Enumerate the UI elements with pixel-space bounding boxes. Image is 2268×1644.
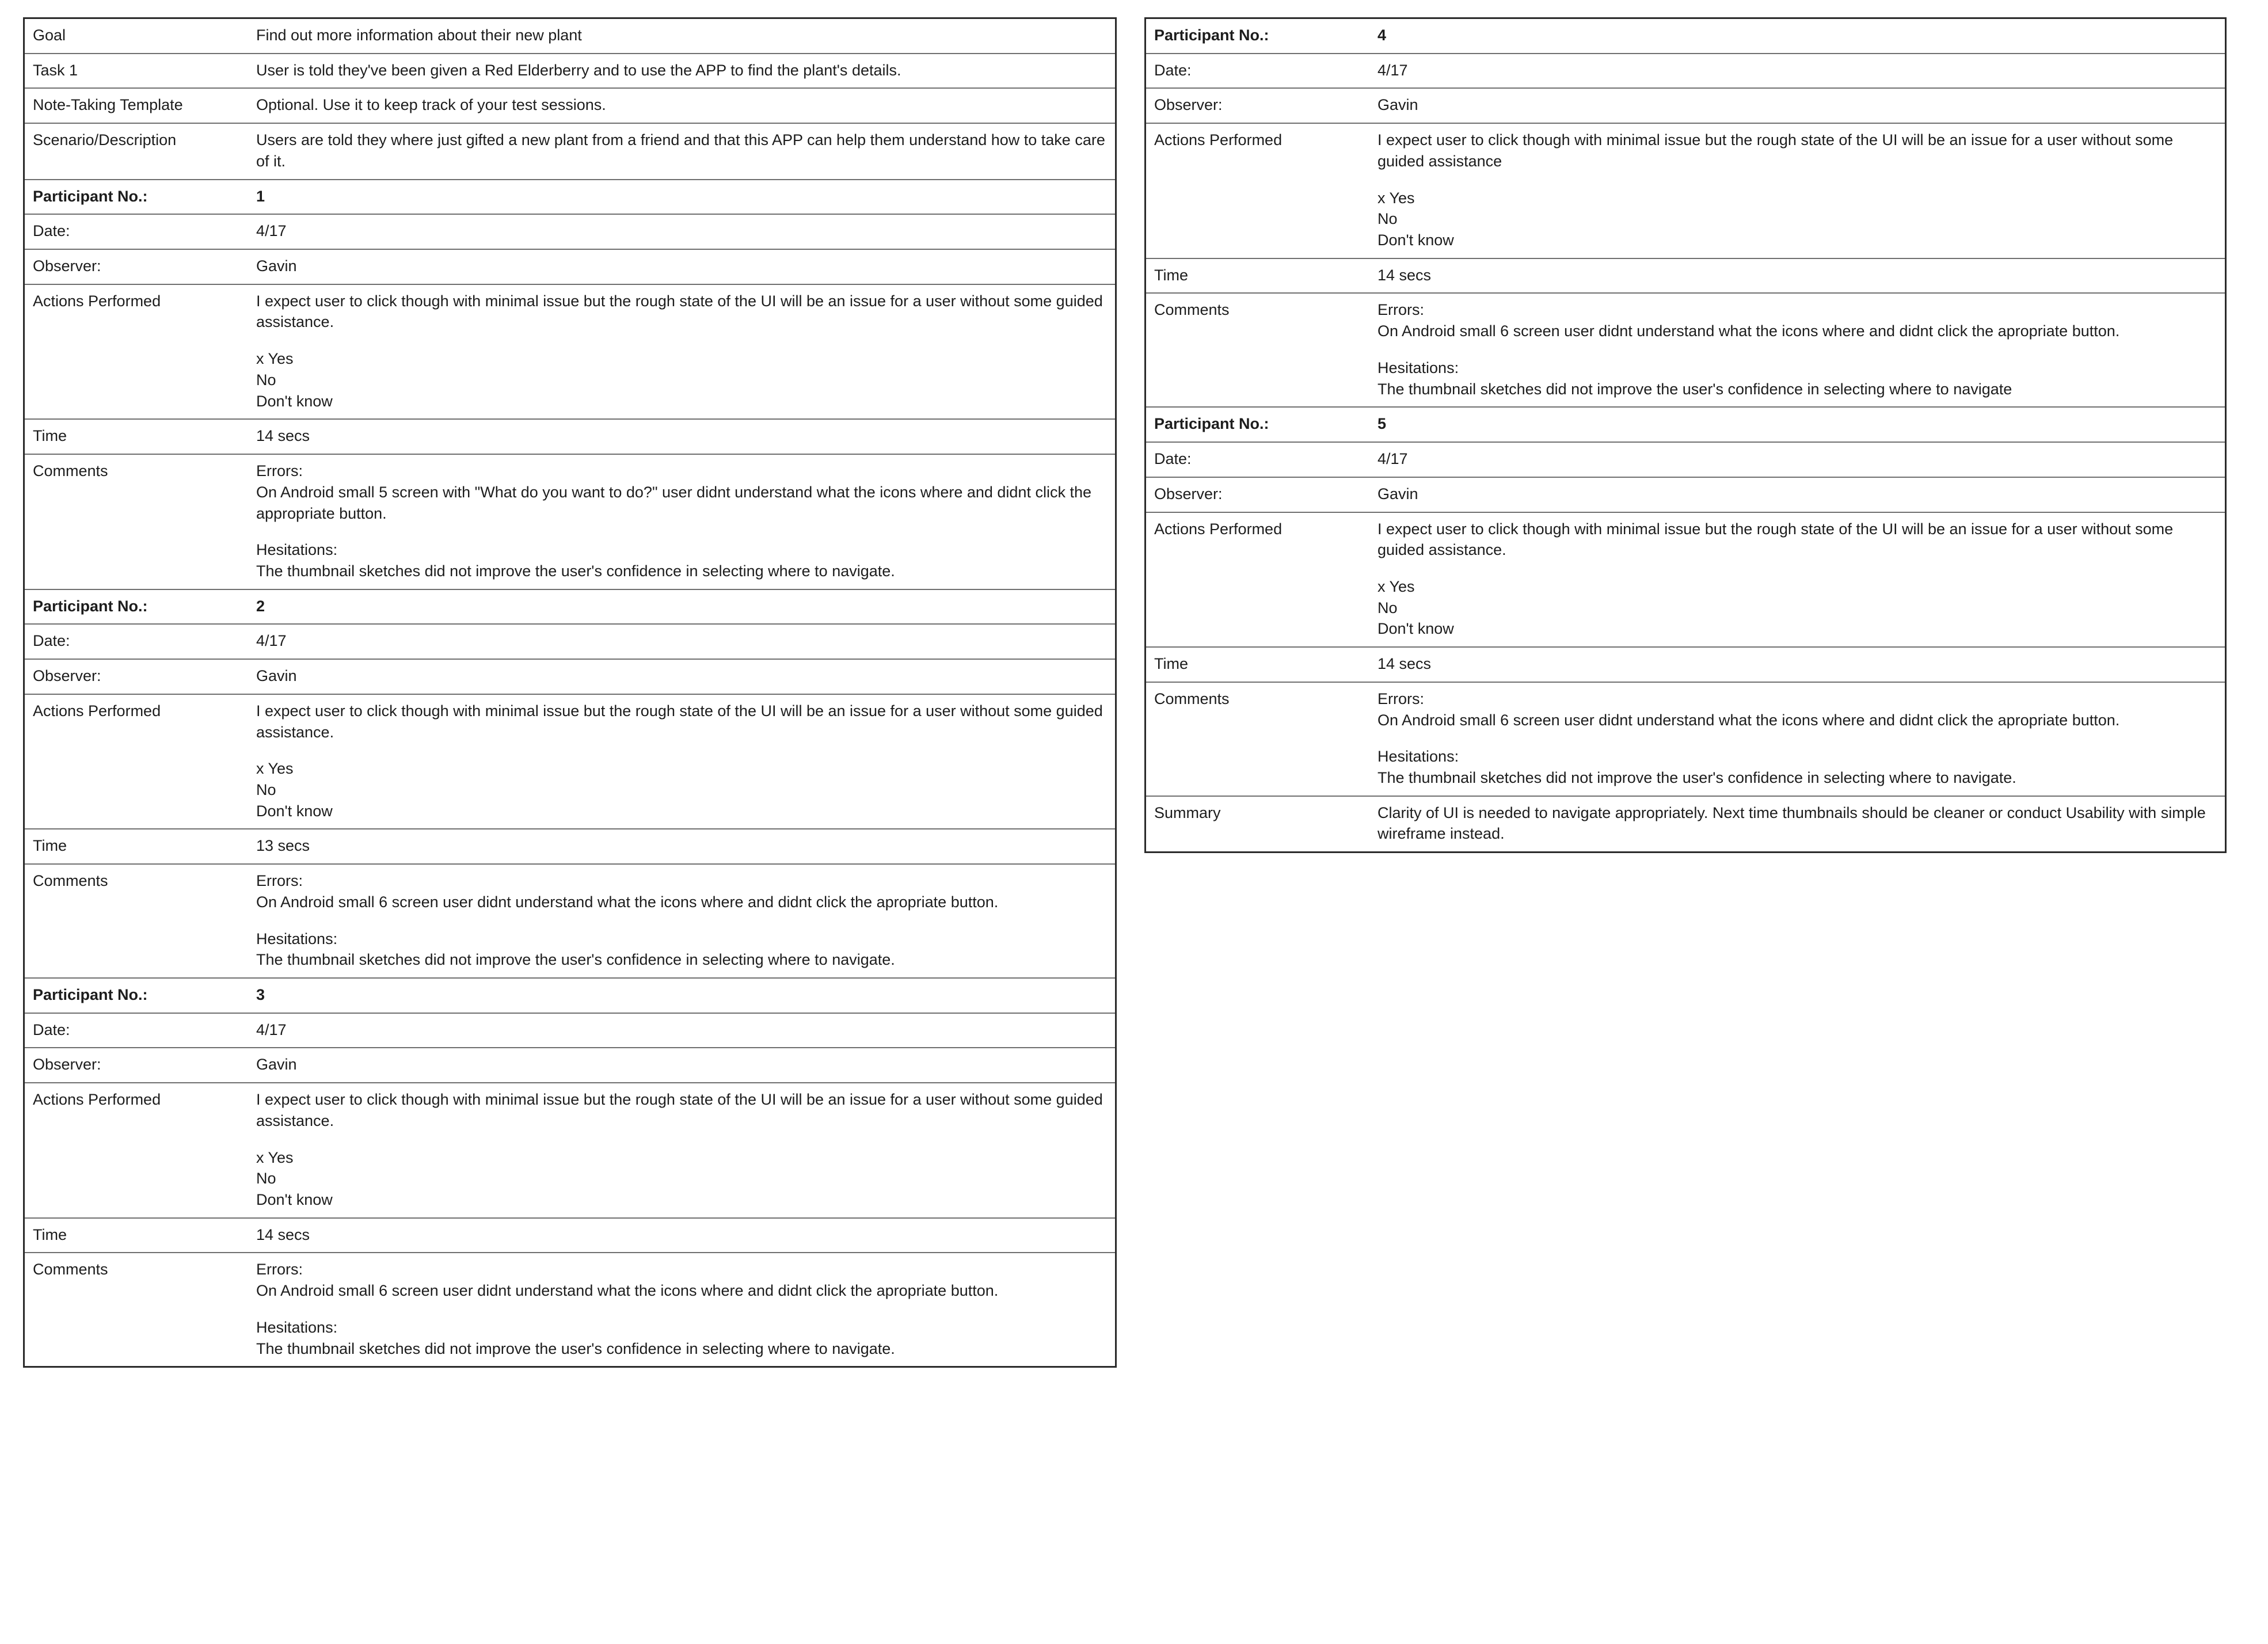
observer-value: Gavin [248,659,1116,694]
comments-label: Comments [24,1253,249,1367]
expectation-text: I expect user to click though with minimal issue but the rough state of the UI will be an issue for a user without some guided assistance. [1377,520,2174,559]
hesitations-label: Hesitations: [1377,748,1459,766]
blank-line [256,743,1107,758]
hesitations-label: Hesitations: [1377,359,1459,376]
option-no: No [256,1170,276,1188]
table-row-date [1146,442,2226,477]
summary-label: Summary [1146,796,1370,853]
date-label: Date: [24,214,249,249]
table-row-comments [24,454,1116,589]
table-row-observer [24,1048,1116,1083]
time-label: Time [24,419,249,454]
participant-label: Participant No.: [24,978,249,1013]
observer-label: Observer: [24,249,249,284]
option-no: No [1377,599,1398,616]
blank-line [1377,172,2217,188]
table-row-participant-no [24,978,1116,1013]
table-row-time [1146,647,2226,682]
date-label: Date: [24,1013,249,1048]
table-row-goal [24,18,1116,54]
table-row-actions-performed [1146,512,2226,648]
time-value: 13 secs [248,829,1116,864]
date-value: 4/17 [1369,54,2226,89]
time-value: 14 secs [248,419,1116,454]
participant-number: 2 [248,589,1116,625]
hesitations-text: The thumbnail sketches did not improve the user's confidence in selecting where to navigate. [256,951,895,969]
comments-label: Comments [1146,293,1370,407]
table-row-comments [24,1253,1116,1367]
option-yes: x Yes [1377,577,1415,595]
note-taking-template-label: Note-Taking Template [24,88,249,123]
summary-value: Clarity of UI is needed to navigate appropriately. Next time thumbnails should be cleaner or conduct Usability with simple wireframe instead. [1369,796,2226,853]
table-row-observer [1146,477,2226,512]
option-dont-know: Don't know [1377,620,1454,638]
participant-number: 1 [248,180,1116,215]
table-row-participant-no [1146,18,2226,54]
option-yes: x Yes [1377,189,1415,207]
hesitations-text: The thumbnail sketches did not improve the user's confidence in selecting where to navigate. [1377,768,2016,786]
option-dont-know: Don't know [256,392,333,410]
table-row-date [1146,54,2226,89]
blank-line [256,1302,1107,1317]
comments-label: Comments [1146,682,1370,796]
table-row-note-taking-template [24,88,1116,123]
right-column [1144,17,2227,853]
blank-line [256,333,1107,348]
table-row-scenario-description [24,123,1116,179]
table-row-date [24,1013,1116,1048]
note-taking-template-value: Optional. Use it to keep track of your test sessions. [248,88,1116,123]
date-value: 4/17 [248,624,1116,659]
time-value: 14 secs [1369,258,2226,294]
errors-text: On Android small 5 screen with "What do you want to do?" user didnt understand what the icons where and didnt click the appropriate button. [256,483,1091,522]
blank-line [1377,561,2217,576]
table-row-date [24,624,1116,659]
actions-performed-label: Actions Performed [24,1083,249,1218]
task1-value: User is told they've been given a Red Elderberry and to use the APP to find the plant's details. [248,54,1116,89]
time-label: Time [1146,647,1370,682]
option-yes: x Yes [256,760,294,778]
expectation-text: I expect user to click though with minimal issue but the rough state of the UI will be an issue for a user without some guided assistance. [256,702,1103,741]
blank-line [1377,730,2217,746]
actions-performed-label: Actions Performed [24,694,249,829]
participant-number: 3 [248,978,1116,1013]
table-row-date [24,214,1116,249]
comments-label: Comments [24,454,249,589]
actions-performed-label: Actions Performed [1146,512,1370,648]
option-dont-know: Don't know [256,1191,333,1209]
expectation-text: I expect user to click though with minimal issue but the rough state of the UI will be an issue for a user without some guided assistance. [256,1091,1103,1129]
table-row-comments [1146,293,2226,407]
errors-label: Errors: [1377,690,1424,707]
actions-performed-value [248,284,1116,420]
observer-value: Gavin [248,1048,1116,1083]
participant-label: Participant No.: [24,180,249,215]
goal-value: Find out more information about their new plant [248,18,1116,54]
hesitations-label: Hesitations: [256,1318,338,1336]
observer-value: Gavin [1369,477,2226,512]
participant-label: Participant No.: [1146,18,1370,54]
comments-label: Comments [24,864,249,978]
observer-label: Observer: [24,1048,249,1083]
table-row-participant-no [24,589,1116,625]
hesitations-label: Hesitations: [256,541,338,559]
option-yes: x Yes [256,350,294,368]
actions-performed-value [248,1083,1116,1218]
table-row-observer [24,659,1116,694]
errors-label: Errors: [256,462,303,480]
table-row-task1 [24,54,1116,89]
participant-label: Participant No.: [1146,407,1370,442]
observer-value: Gavin [248,249,1116,284]
table-row-actions-performed [1146,123,2226,258]
actions-performed-label: Actions Performed [24,284,249,420]
observer-label: Observer: [1146,477,1370,512]
scenario-description-value: Users are told they where just gifted a new plant from a friend and that this APP can help them understand how to take care of it. [248,123,1116,179]
comments-value [1369,682,2226,796]
table-row-observer [1146,88,2226,123]
observer-label: Observer: [1146,88,1370,123]
time-value: 14 secs [1369,647,2226,682]
table-row-summary [1146,796,2226,853]
table-row-time [1146,258,2226,294]
option-no: No [256,371,276,389]
table-row-actions-performed [24,284,1116,420]
actions-performed-value [1369,512,2226,648]
errors-text: On Android small 6 screen user didnt understand what the icons where and didnt click the apropriate button. [256,893,999,911]
goal-label: Goal [24,18,249,54]
comments-value [248,864,1116,978]
actions-performed-label: Actions Performed [1146,123,1370,258]
table-row-actions-performed [24,694,1116,829]
date-value: 4/17 [248,214,1116,249]
participant-number: 5 [1369,407,2226,442]
task1-label: Task 1 [24,54,249,89]
date-label: Date: [1146,442,1370,477]
table-row-comments [24,864,1116,978]
table-row-actions-performed [24,1083,1116,1218]
table-row-observer [24,249,1116,284]
option-yes: x Yes [256,1148,294,1166]
blank-line [256,524,1107,539]
hesitations-label: Hesitations: [256,930,338,947]
errors-label: Errors: [256,1261,303,1278]
hesitations-text: The thumbnail sketches did not improve the user's confidence in selecting where to navigate. [256,1339,895,1357]
option-dont-know: Don't know [1377,231,1454,249]
hesitations-text: The thumbnail sketches did not improve the user's confidence in selecting where to navigate [1377,380,2012,398]
table-row-time [24,829,1116,864]
date-label: Date: [1146,54,1370,89]
errors-text: On Android small 6 screen user didnt understand what the icons where and didnt click the apropriate button. [1377,322,2120,340]
table-row-participant-no [24,180,1116,215]
errors-text: On Android small 6 screen user didnt understand what the icons where and didnt click the apropriate button. [256,1282,999,1300]
left-column [23,17,1117,1368]
errors-label: Errors: [256,872,303,890]
expectation-text: I expect user to click though with minimal issue but the rough state of the UI will be an issue for a user without some guided assistance [1377,131,2174,170]
time-label: Time [1146,258,1370,294]
option-dont-know: Don't know [256,802,333,820]
blank-line [1377,342,2217,357]
observer-label: Observer: [24,659,249,694]
date-value: 4/17 [1369,442,2226,477]
comments-value [248,1253,1116,1367]
time-label: Time [24,829,249,864]
observer-value: Gavin [1369,88,2226,123]
date-value: 4/17 [248,1013,1116,1048]
blank-line [256,1132,1107,1147]
actions-performed-value [248,694,1116,829]
table-row-time [24,419,1116,454]
scenario-description-label: Scenario/Description [24,123,249,179]
left-table [23,17,1117,1368]
table-row-time [24,1218,1116,1253]
option-no: No [1377,210,1398,228]
errors-text: On Android small 6 screen user didnt understand what the icons where and didnt click the apropriate button. [1377,711,2120,729]
right-table [1144,17,2227,853]
participant-label: Participant No.: [24,589,249,625]
date-label: Date: [24,624,249,659]
hesitations-text: The thumbnail sketches did not improve the user's confidence in selecting where to navigate. [256,562,895,580]
time-label: Time [24,1218,249,1253]
option-no: No [256,781,276,798]
actions-performed-value [1369,123,2226,258]
table-row-participant-no [1146,407,2226,442]
errors-label: Errors: [1377,301,1424,319]
blank-line [256,913,1107,928]
comments-value [1369,293,2226,407]
expectation-text: I expect user to click though with minimal issue but the rough state of the UI will be an issue for a user without some guided assistance. [256,292,1103,331]
comments-value [248,454,1116,589]
table-row-comments [1146,682,2226,796]
time-value: 14 secs [248,1218,1116,1253]
participant-number: 4 [1369,18,2226,54]
